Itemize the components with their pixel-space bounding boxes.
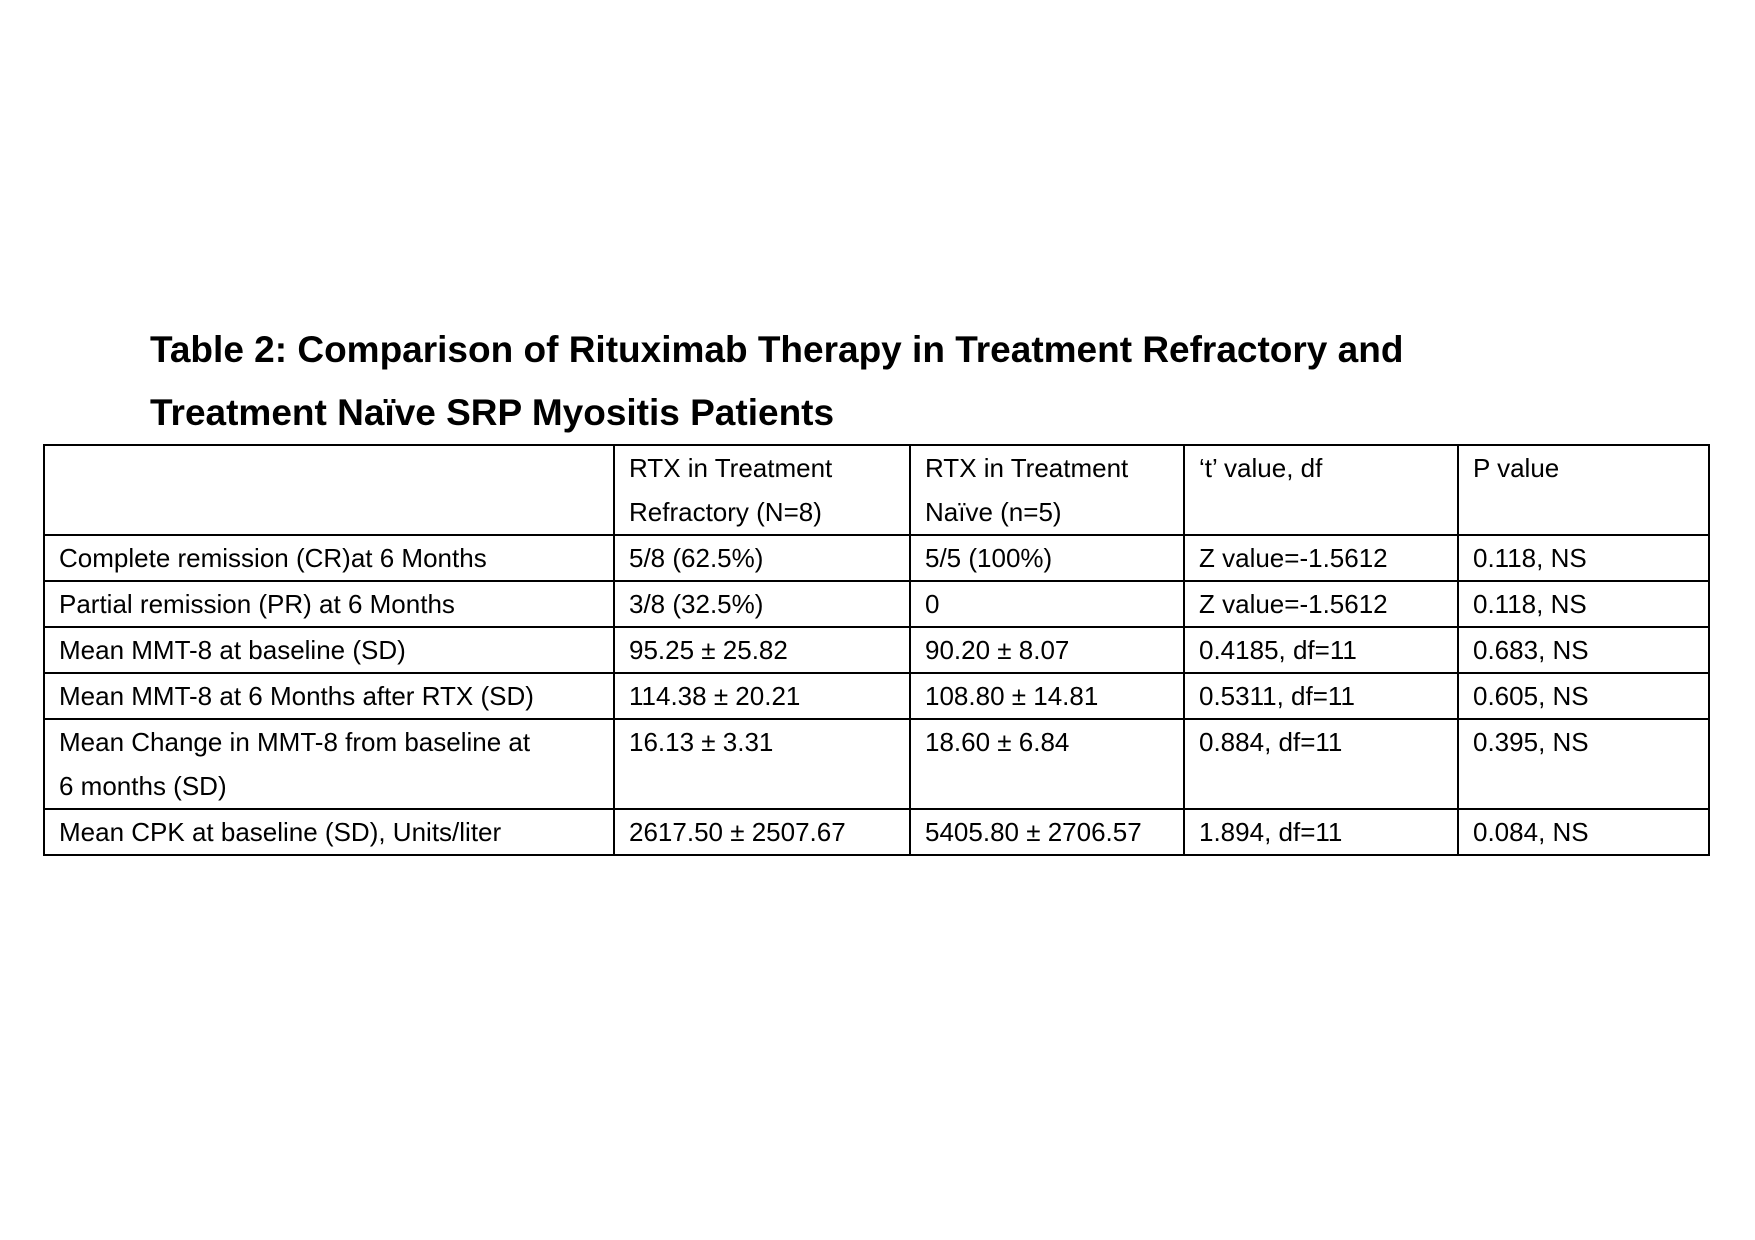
cell-text: 3/8 (32.5%) <box>629 589 764 619</box>
cell-text: Z value=-1.5612 <box>1199 543 1388 573</box>
comparison-table <box>43 444 1710 856</box>
table-header-row <box>44 445 1709 535</box>
cell-text: Complete remission (CR)at 6 Months <box>59 543 487 573</box>
cell-text: 0.5311, df=11 <box>1199 681 1355 711</box>
table-row <box>44 581 1709 627</box>
cell-row-label <box>44 627 614 673</box>
cell-text: Mean MMT-8 at baseline (SD) <box>59 635 406 665</box>
cell-text: 0.084, NS <box>1473 817 1589 847</box>
cell-text: RTX in Treatment <box>629 453 833 483</box>
cell-text: 1.894, df=11 <box>1199 817 1343 847</box>
cell-naive <box>910 581 1184 627</box>
cell-text: 0.395, NS <box>1473 727 1589 757</box>
cell-text: Z value=-1.5612 <box>1199 589 1388 619</box>
cell-refractory <box>614 809 910 855</box>
cell-text: 5/5 (100%) <box>925 543 1053 573</box>
cell-text: ‘t’ value, df <box>1199 453 1323 483</box>
cell-row-label <box>44 535 614 581</box>
cell-naive <box>910 719 1184 809</box>
cell-refractory <box>614 445 910 535</box>
cell-row-label <box>44 581 614 627</box>
cell-naive <box>910 535 1184 581</box>
cell-p-value <box>1458 719 1709 809</box>
cell-t-value <box>1184 581 1458 627</box>
cell-p-value <box>1458 627 1709 673</box>
table-title-line-2: Treatment Naïve SRP Myositis Patients <box>150 392 835 433</box>
cell-p-value <box>1458 673 1709 719</box>
cell-text: 18.60 ± 6.84 <box>925 727 1070 757</box>
table-row <box>44 535 1709 581</box>
cell-refractory <box>614 673 910 719</box>
cell-text: Partial remission (PR) at 6 Months <box>59 589 455 619</box>
cell-text: 90.20 ± 8.07 <box>925 635 1070 665</box>
cell-text: Refractory (N=8) <box>629 497 822 527</box>
table-title-line-1: Table 2: Comparison of Rituximab Therapy in Treatment Refractory and <box>150 329 1404 370</box>
table-body <box>44 445 1709 855</box>
cell-naive <box>910 673 1184 719</box>
cell-p-value <box>1458 581 1709 627</box>
cell-text: 6 months (SD) <box>59 771 227 801</box>
cell-t-value <box>1184 627 1458 673</box>
cell-text: 0.683, NS <box>1473 635 1589 665</box>
cell-t-value <box>1184 535 1458 581</box>
cell-text: 0.884, df=11 <box>1199 727 1343 757</box>
cell-p-value <box>1458 535 1709 581</box>
table-row <box>44 809 1709 855</box>
cell-refractory <box>614 581 910 627</box>
cell-t-value <box>1184 673 1458 719</box>
cell-text: 0.605, NS <box>1473 681 1589 711</box>
table-row <box>44 719 1709 809</box>
cell-text: 0 <box>925 589 940 619</box>
cell-text: 95.25 ± 25.82 <box>629 635 788 665</box>
table-row <box>44 673 1709 719</box>
cell-row-label <box>44 719 614 809</box>
cell-text: 0.118, NS <box>1473 589 1587 619</box>
cell-text: 0.4185, df=11 <box>1199 635 1357 665</box>
cell-naive <box>910 809 1184 855</box>
cell-refractory <box>614 627 910 673</box>
cell-text: 16.13 ± 3.31 <box>629 727 774 757</box>
cell-text: 5/8 (62.5%) <box>629 543 764 573</box>
cell-refractory <box>614 719 910 809</box>
cell-row-label <box>44 809 614 855</box>
cell-text: Naïve (n=5) <box>925 497 1062 527</box>
cell-text: 0.118, NS <box>1473 543 1587 573</box>
cell-p-value <box>1458 809 1709 855</box>
cell-text: 108.80 ± 14.81 <box>925 681 1099 711</box>
cell-row-label <box>44 673 614 719</box>
cell-p-value <box>1458 445 1709 535</box>
cell-text: Mean CPK at baseline (SD), Units/liter <box>59 817 502 847</box>
cell-t-value <box>1184 809 1458 855</box>
cell-t-value <box>1184 445 1458 535</box>
cell-text: 114.38 ± 20.21 <box>629 681 801 711</box>
cell-naive <box>910 445 1184 535</box>
cell-row-label <box>44 445 614 535</box>
cell-refractory <box>614 535 910 581</box>
cell-text: Mean MMT-8 at 6 Months after RTX (SD) <box>59 681 534 711</box>
cell-naive <box>910 627 1184 673</box>
cell-text: P value <box>1473 453 1560 483</box>
cell-text: Mean Change in MMT-8 from baseline at <box>59 727 531 757</box>
cell-text: RTX in Treatment <box>925 453 1129 483</box>
table-row <box>44 627 1709 673</box>
cell-text: 2617.50 ± 2507.67 <box>629 817 846 847</box>
table-title <box>150 318 1650 444</box>
cell-t-value <box>1184 719 1458 809</box>
cell-text <box>59 446 599 490</box>
cell-text: 5405.80 ± 2706.57 <box>925 817 1142 847</box>
